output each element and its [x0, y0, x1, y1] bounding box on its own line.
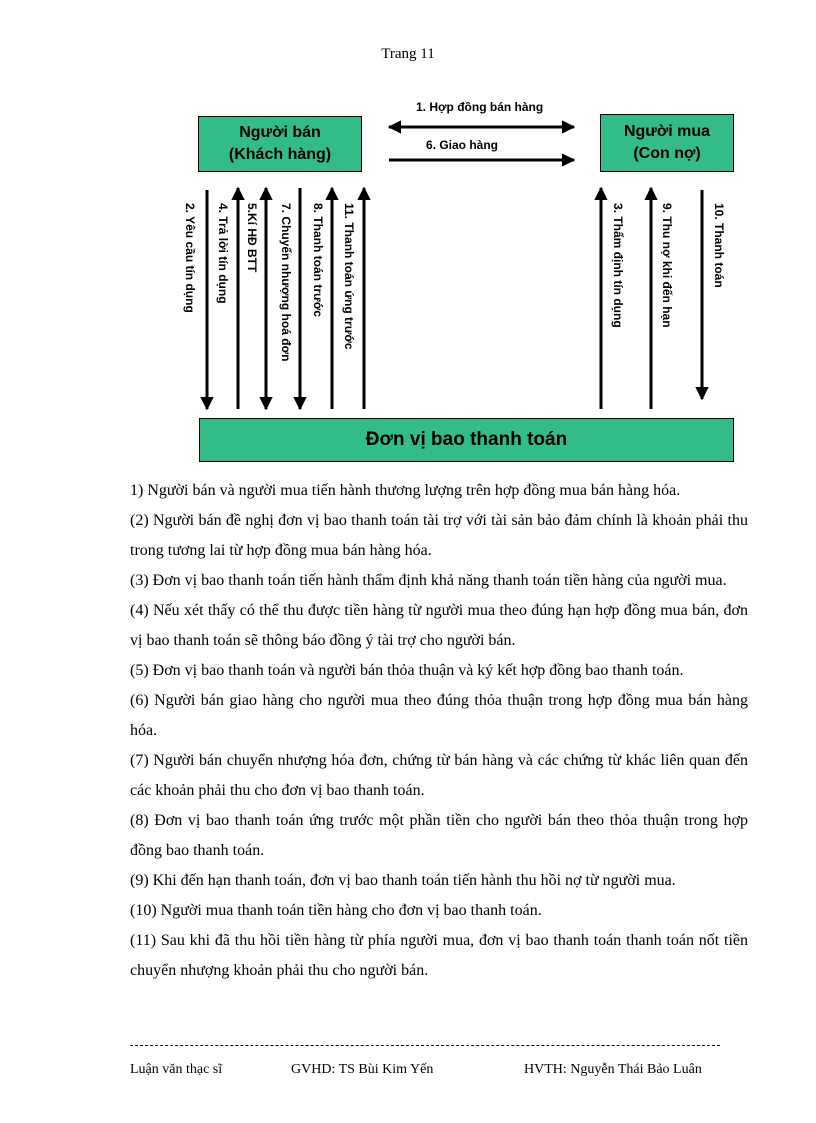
step-paragraph: (6) Người bán giao hàng cho người mua theo đúng thỏa thuận trong hợp đồng mua bán hàng hóa.	[130, 692, 748, 739]
buyer-title: Người mua	[623, 123, 711, 140]
step-paragraph: (7) Người bán chuyển nhượng hóa đơn, chứng từ bán hàng và các chứng từ khác liên quan đến các khoản phải thu cho đơn vị bao thanh toán.	[130, 752, 748, 799]
factor-box	[199, 418, 734, 462]
label-contract: 1. Hợp đồng bán hàng	[416, 100, 544, 114]
factor-title: Đơn vị bao thanh toán	[365, 429, 568, 450]
buyer-subtitle: (Con nợ)	[633, 145, 701, 162]
step-paragraph: (4) Nếu xét thấy có thể thu được tiền hàng từ người mua theo đúng hạn hợp đồng mua bán, đơn vị bao thanh toán sẽ thông báo đồng ý tài trợ cho người bán.	[130, 602, 748, 649]
footer-author: HVTH: Nguyễn Thái Bảo Luân	[524, 1062, 702, 1077]
label-credit-appraisal: 3. Thẩm định tín dụng	[611, 203, 625, 328]
step-paragraph: 1) Người bán và người mua tiến hành thương lượng trên hợp đồng mua bán hàng hóa.	[130, 482, 681, 499]
label-buyer-payment: 10. Thanh toán	[712, 203, 726, 288]
step-paragraph: (3) Đơn vị bao thanh toán tiến hành thẩm định khả năng thanh toán tiền hàng của người mua.	[130, 572, 727, 589]
label-invoice-transfer: 7. Chuyển nhượng hoá đơn	[279, 203, 293, 362]
step-paragraph: (9) Khi đến hạn thanh toán, đơn vị bao thanh toán tiến hành thu hồi nợ từ người mua.	[130, 872, 676, 889]
label-credit-request: 2. Yêu cầu tín dụng	[183, 203, 197, 313]
label-prepayment: 8. Thanh toán trước	[311, 203, 325, 317]
page-number: Trang 11	[381, 46, 435, 62]
step-paragraph: (8) Đơn vị bao thanh toán ứng trước một phần tiền cho người bán theo thỏa thuận trong hợp đồng bao thanh toán.	[130, 812, 748, 859]
label-credit-reply: 4. Trả lời tín dụng	[216, 203, 230, 304]
label-factoring-contract: 5.Kí HĐ BTT	[245, 203, 259, 273]
step-paragraph: (5) Đơn vị bao thanh toán và người bán thỏa thuận và ký kết hợp đồng bao thanh toán.	[130, 662, 684, 679]
seller-subtitle: (Khách hàng)	[228, 146, 332, 163]
label-delivery: 6. Giao hàng	[426, 138, 499, 152]
label-advance-payment: 11. Thanh toán ứng trước	[342, 203, 356, 350]
step-paragraph: (10) Người mua thanh toán tiền hàng cho đơn vị bao thanh toán.	[130, 902, 542, 919]
seller-title: Người bán	[239, 124, 321, 141]
seller-box	[198, 116, 362, 172]
footer-thesis-type: Luận văn thạc sĩ	[130, 1062, 223, 1077]
step-paragraph: (2) Người bán đề nghị đơn vị bao thanh toán tài trợ với tài sản bảo đảm chính là khoản phải thu trong tương lai từ hợp đồng mua bán hàng hóa.	[130, 512, 748, 559]
buyer-box	[600, 114, 734, 172]
step-paragraph: (11) Sau khi đã thu hồi tiền hàng từ phía người mua, đơn vị bao thanh toán thanh toán nốt tiền chuyển nhượng khoản phải thu cho người bán.	[130, 932, 748, 979]
label-debt-collection: 9. Thu nợ khi đến hạn	[660, 203, 674, 328]
process-steps	[130, 476, 748, 986]
footer-divider	[130, 1045, 720, 1046]
footer-supervisor: GVHD: TS Bùi Kim Yến	[291, 1062, 434, 1077]
